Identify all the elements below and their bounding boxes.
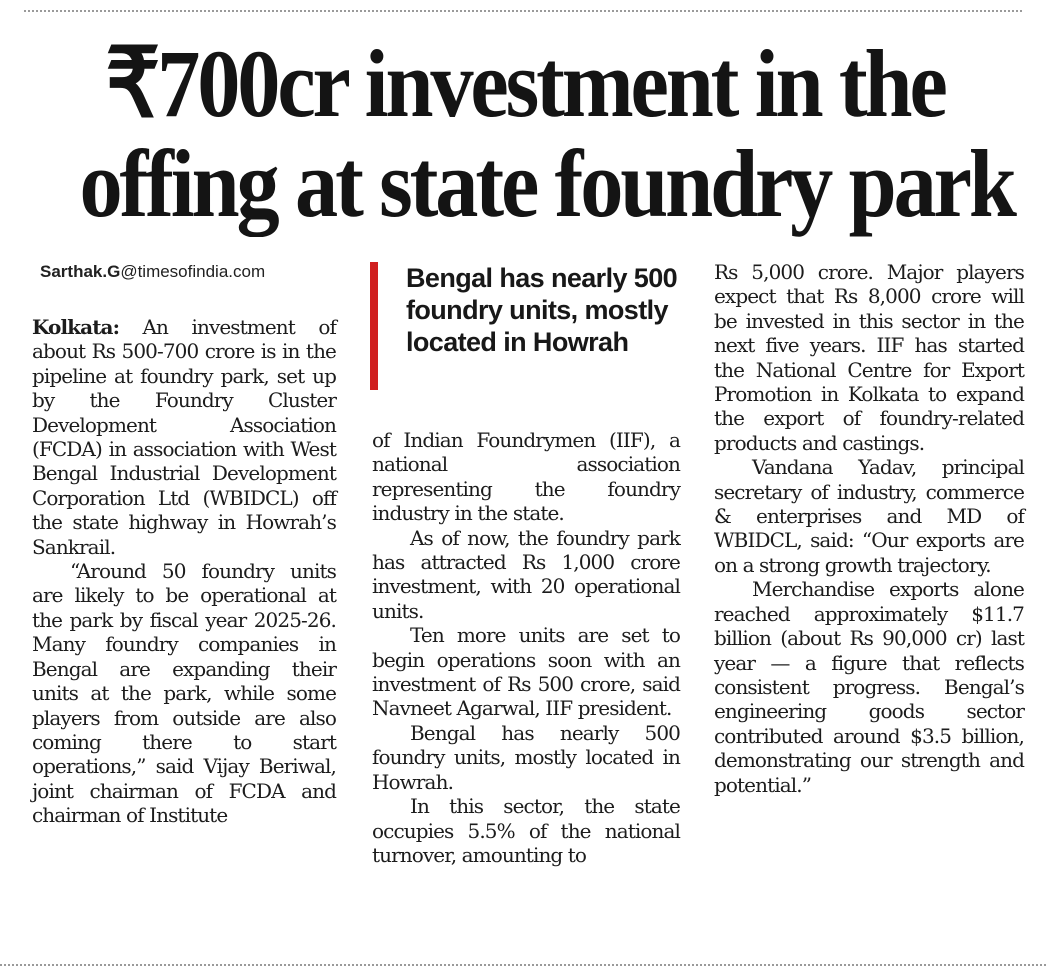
headline-line-1: ₹700cr investment in the [105, 30, 945, 137]
bottom-dotted-rule [0, 964, 1046, 966]
headline-line-2: offing at state foundry park [79, 130, 1014, 237]
pull-quote-text: Bengal has nearly 500 foundry units, mostly located in Howrah [406, 263, 678, 357]
dateline: Kolkata: [32, 315, 120, 339]
column-3-paragraph: Rs 5,000 crore. Major players expect that Rs 8,000 crore will be invested in this sector in the next five years. IIF has started the National Centre for Export Promotion in Kolkata to expand the export of foundry-related products and castings. [714, 260, 1024, 455]
headline [79, 30, 1014, 237]
column-2-paragraph: of Indian Foundrymen (IIF), a national association representing the foundry industry in the state. [372, 428, 680, 526]
column-3 [714, 260, 1024, 797]
column-2 [372, 428, 680, 867]
paragraph-text: An investment of about Rs 500-700 crore is in the pipeline at foundry park, set up by the Foundry Cluster Development Association (FCDA) in association with West Bengal Industrial Development Corporation Ltd (WBIDCL) off the state highway in Howrah’s Sankrail. [32, 315, 336, 559]
column-1-paragraph: “Around 50 foundry units are likely to be operational at the park by fiscal year 2025-26. Many foundry companies in Bengal are expanding their units at the park, while some players from outside are also coming there to start operations,” said Vijay Beriwal, joint chairman of FCDA and chairman of Institute [32, 559, 336, 828]
byline [40, 262, 265, 282]
column-2-paragraph: Bengal has nearly 500 foundry units, mostly located in Howrah. [372, 720, 680, 794]
top-dotted-rule [24, 10, 1022, 12]
column-3-paragraph: Merchandise exports alone reached approximately $11.7 billion (about Rs 90,000 cr) last year — a figure that reflects consistent progress. Bengal’s engineering goods sector contributed around $3.5 billion, demonstrating our strength and potential.” [714, 577, 1024, 797]
column-3-paragraph: Vandana Yadav, principal secretary of industry, commerce & enterprises and MD of WBIDCL, said: “Our exports are on a strong growth trajectory. [714, 455, 1024, 577]
column-1-paragraph [32, 315, 336, 559]
column-2-paragraph: Ten more units are set to begin operations soon with an investment of Rs 500 crore, said Navneet Agarwal, IIF president. [372, 623, 680, 721]
pull-quote-accent-bar [370, 262, 378, 390]
column-2-paragraph: In this sector, the state occupies 5.5% of the national turnover, amounting to [372, 794, 680, 867]
column-1 [32, 315, 336, 828]
pull-quote [370, 262, 688, 394]
byline-name: Sarthak.G [40, 262, 121, 281]
byline-domain: @timesofindia.com [120, 262, 266, 281]
column-2-paragraph: As of now, the foundry park has attracted Rs 1,000 crore investment, with 20 operational units. [372, 525, 680, 623]
